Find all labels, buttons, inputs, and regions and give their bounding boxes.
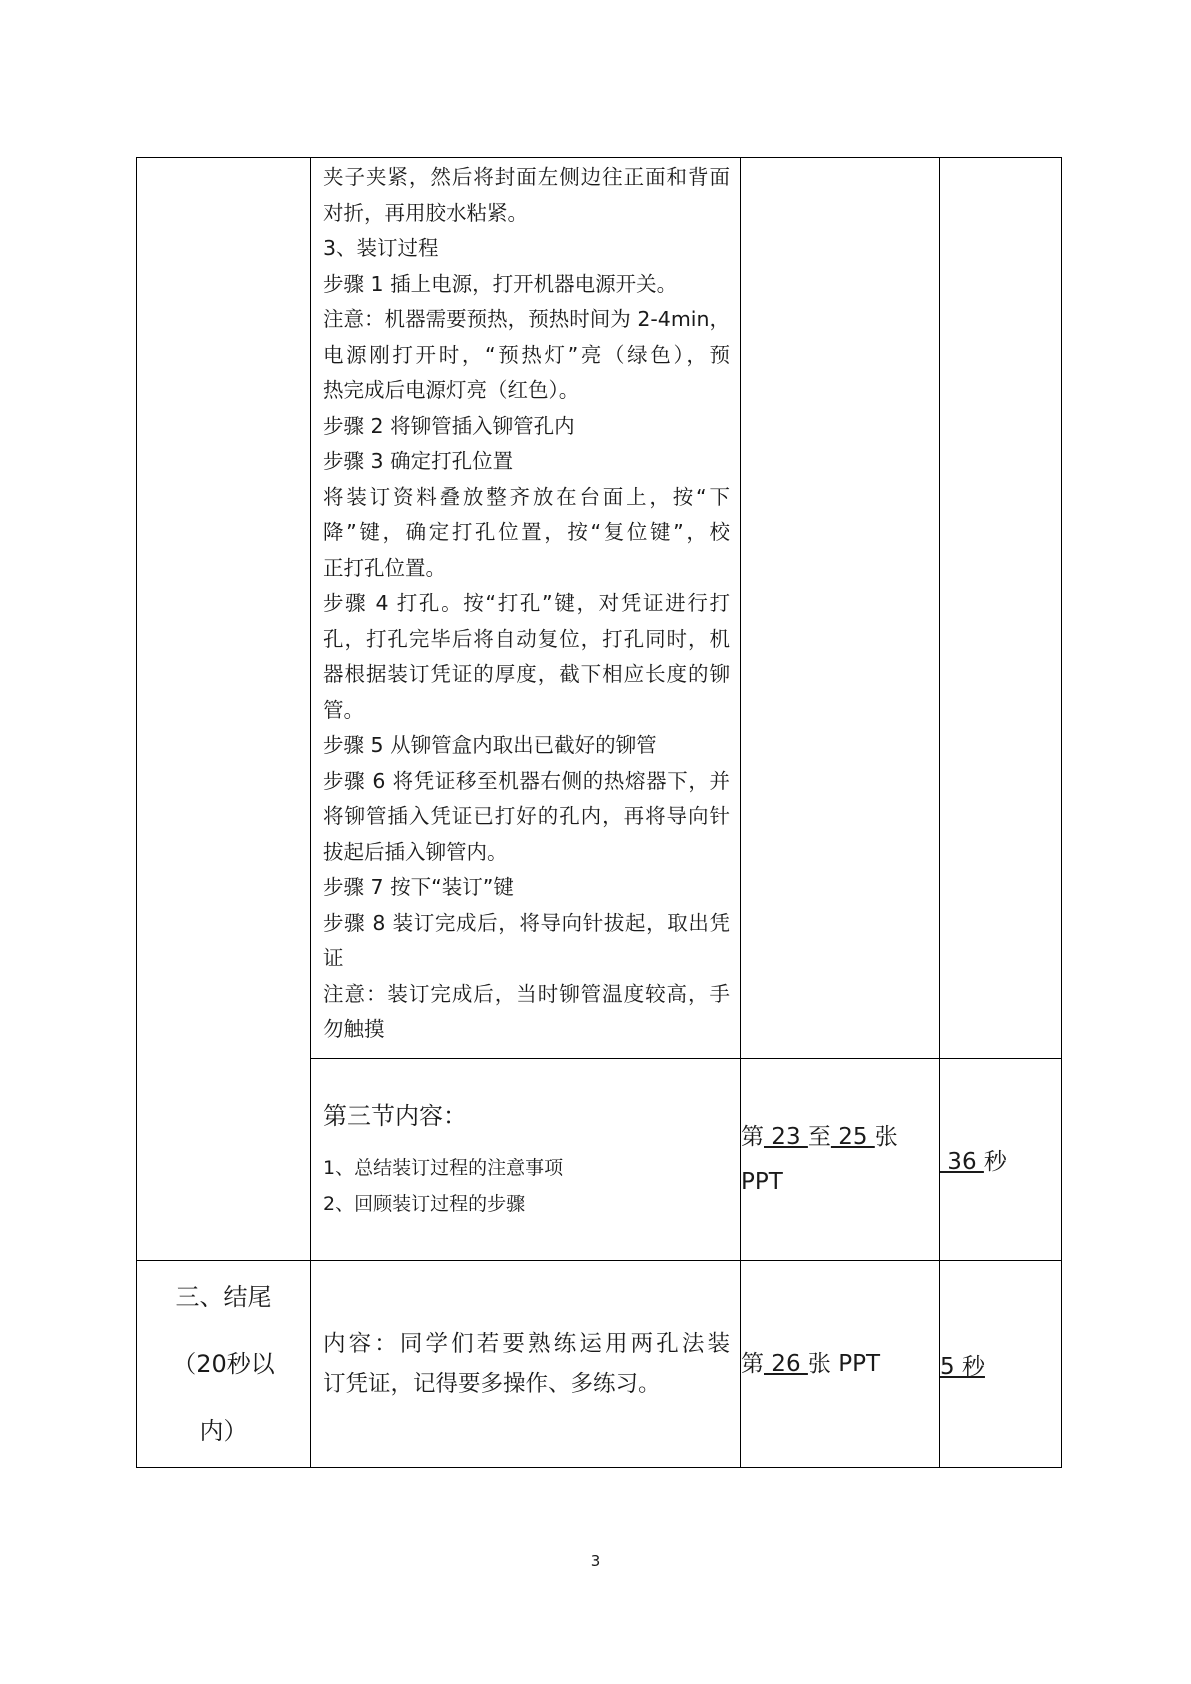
section3-content-cell bbox=[311, 1059, 741, 1261]
procedure-line: 孔，打孔完毕后将自动复位，打孔同时，机 bbox=[323, 626, 730, 651]
procedure-line: 注意：装订完成后，当时铆管温度较高，手 bbox=[323, 981, 730, 1006]
procedure-line: 步骤 5 从铆管盒内取出已截好的铆管 bbox=[323, 733, 657, 757]
procedure-line: 步骤 1 插上电源，打开机器电源开关。 bbox=[323, 271, 678, 296]
procedure-line: 拔起后插入铆管内。 bbox=[323, 839, 508, 864]
ending-content-cell bbox=[311, 1261, 741, 1468]
ppt-number: 26 bbox=[764, 1350, 808, 1377]
ppt-prefix: 第 bbox=[741, 1123, 764, 1150]
ending-label-line: （20秒以 bbox=[172, 1349, 275, 1378]
time-unit: 秒 bbox=[983, 1149, 1007, 1175]
ppt-unit: PPT bbox=[741, 1168, 783, 1195]
procedure-row bbox=[137, 158, 1062, 1059]
ending-label-line: 三、结尾 bbox=[175, 1282, 272, 1311]
procedure-line: 正打孔位置。 bbox=[323, 555, 446, 580]
procedure-line: 器根据装订凭证的厚度，截下相应长度的铆 bbox=[323, 662, 730, 686]
procedure-line: 热完成后电源灯亮（红色）。 bbox=[323, 378, 580, 402]
procedure-line: 步骤 2 将铆管插入铆管孔内 bbox=[323, 413, 575, 438]
section3-time-cell bbox=[940, 1059, 1062, 1261]
lesson-plan-table bbox=[136, 157, 1062, 1468]
procedure-line: 将铆管插入凭证已打好的孔内，再将导向针 bbox=[323, 804, 730, 828]
ppt-suffix: 张 bbox=[874, 1123, 898, 1150]
procedure-line: 降”键，确定打孔位置，按“复位键”，校 bbox=[323, 520, 730, 544]
ending-content-line: 内容：同学们若要熟练运用两孔法装 bbox=[323, 1331, 730, 1357]
procedure-line: 步骤 4 打孔。按“打孔”键，对凭证进行打 bbox=[323, 591, 730, 615]
procedure-line: 步骤 7 按下“装订”键 bbox=[323, 875, 514, 899]
section3-item: 1、总结装订过程的注意事项 bbox=[323, 1156, 564, 1179]
ppt-suffix: 张 PPT bbox=[807, 1350, 880, 1377]
procedure-line: 对折，再用胶水粘紧。 bbox=[323, 200, 528, 225]
stage-cell-empty bbox=[137, 158, 311, 1261]
ending-label-cell bbox=[137, 1261, 311, 1468]
ppt-cell-empty bbox=[741, 158, 940, 1059]
ending-ppt-cell bbox=[741, 1261, 940, 1468]
section3-item: 2、回顾装订过程的步骤 bbox=[323, 1192, 526, 1215]
procedure-line: 证 bbox=[323, 946, 344, 970]
procedure-line: 注意：机器需要预热，预热时间为 2-4min， bbox=[323, 307, 730, 331]
ending-label-line: 内） bbox=[199, 1416, 248, 1445]
procedure-line: 电源刚打开时，“预热灯”亮（绿色），预 bbox=[323, 342, 730, 367]
procedure-line: 步骤 6 将凭证移至机器右侧的热熔器下，并 bbox=[323, 768, 730, 793]
section3-title: 第三节内容： bbox=[323, 1101, 467, 1130]
procedure-line: 3、装订过程 bbox=[323, 236, 439, 260]
ppt-from: 23 bbox=[764, 1123, 808, 1150]
ending-time-cell bbox=[940, 1261, 1062, 1468]
ending-content-line: 订凭证，记得要多操作、多练习。 bbox=[323, 1371, 661, 1397]
ending-row bbox=[137, 1261, 1062, 1468]
section3-ppt-cell bbox=[741, 1059, 940, 1261]
time-value: 36 bbox=[940, 1149, 984, 1175]
procedure-line: 步骤 3 确定打孔位置 bbox=[323, 449, 514, 473]
procedure-line: 勿触摸 bbox=[323, 1017, 385, 1041]
procedure-content-cell bbox=[311, 158, 741, 1059]
procedure-line: 步骤 8 装订完成后，将导向针拔起，取出凭 bbox=[323, 910, 730, 935]
procedure-line: 夹子夹紧，然后将封面左侧边往正面和背面 bbox=[323, 165, 730, 189]
procedure-line: 将装订资料叠放整齐放在台面上，按“下 bbox=[323, 484, 730, 509]
procedure-line: 管。 bbox=[323, 697, 364, 722]
ppt-prefix: 第 bbox=[741, 1350, 764, 1377]
ending-time: 5 秒 bbox=[940, 1353, 985, 1380]
ppt-mid: 至 bbox=[807, 1123, 831, 1150]
time-cell-empty bbox=[940, 158, 1062, 1059]
ppt-to: 25 bbox=[830, 1123, 875, 1150]
page-number: 3 bbox=[590, 1552, 601, 1570]
